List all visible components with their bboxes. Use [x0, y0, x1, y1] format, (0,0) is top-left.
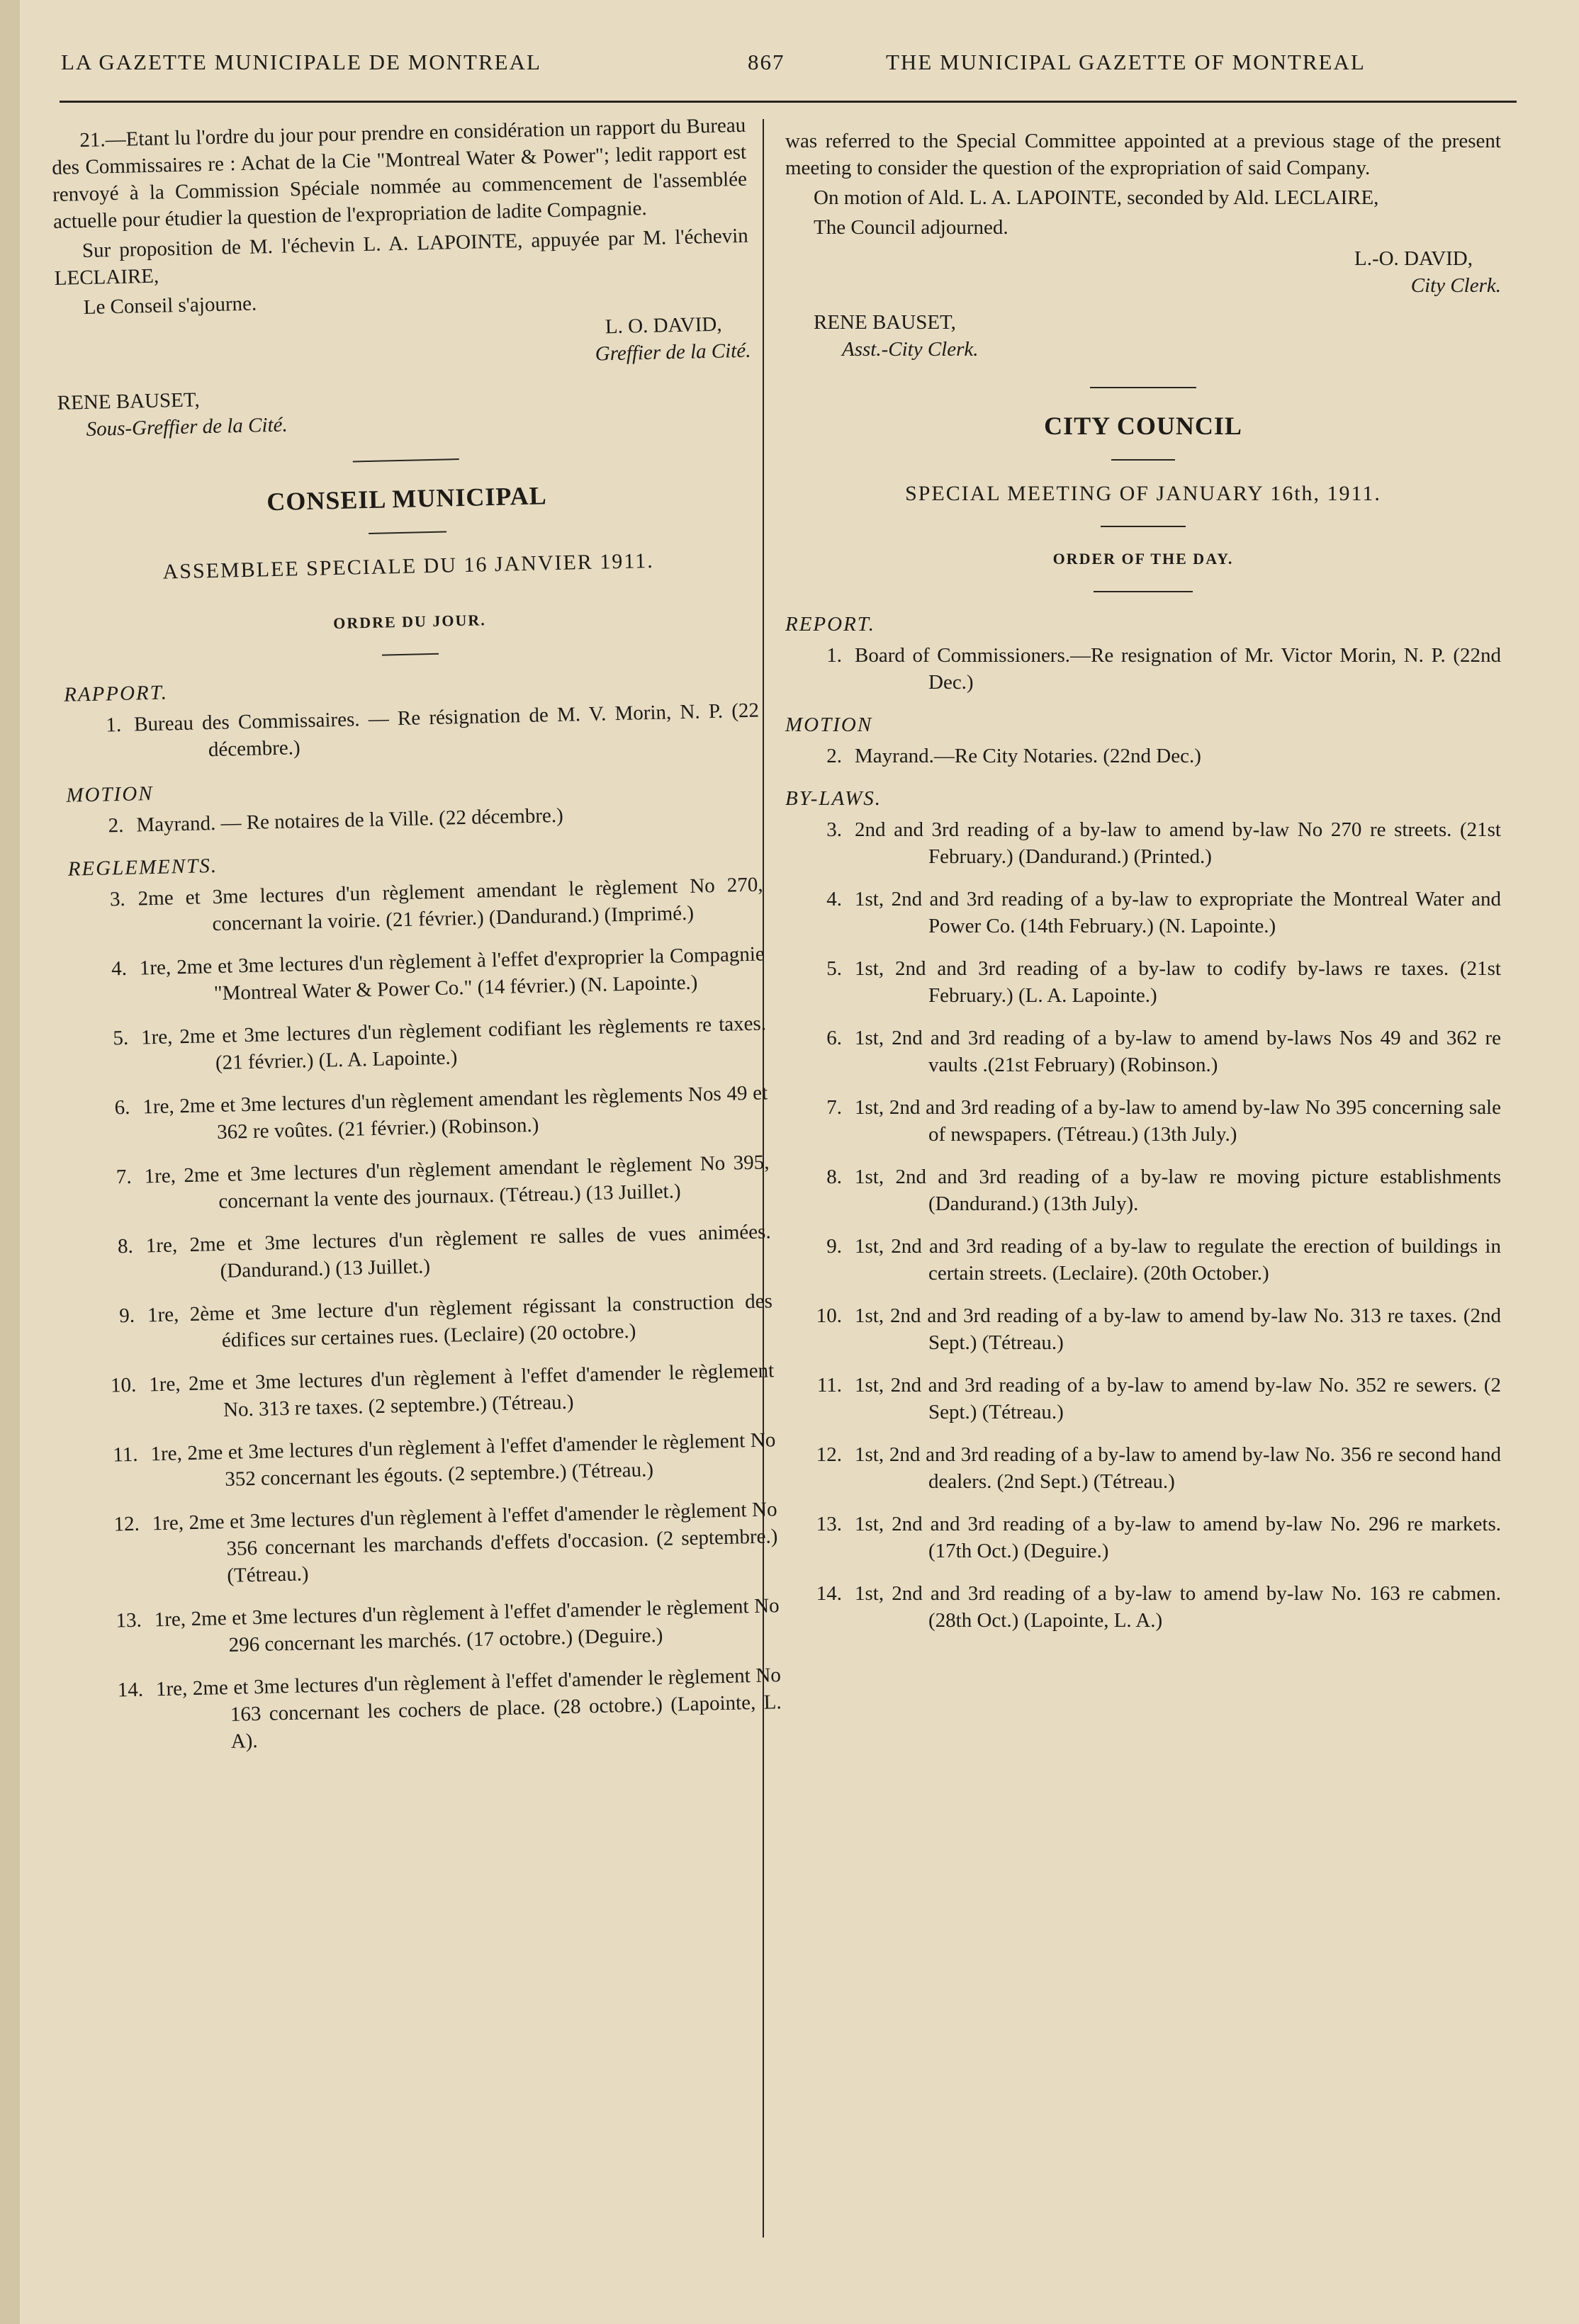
agenda-item: 7. 1st, 2nd and 3rd reading of a by-law to amend by-law No 395 concerning sale of newspapers. (Tétreau.) (13th July.) [826, 1096, 1501, 1146]
agenda-item: 8. 1st, 2nd and 3rd reading of a by-law re moving picture establishments (Dandurand.) (13th July). [826, 1166, 1501, 1215]
agenda-item: 6. 1st, 2nd and 3rd reading of a by-law to amend by-laws Nos 49 and 362 re vaults .(21st February) (Robinson.) [826, 1027, 1501, 1076]
english-adjourn: The Council adjourned. [814, 216, 1008, 239]
english-bylaws-section: BY-LAWS. [785, 787, 882, 810]
english-assistant-signature [785, 309, 1501, 363]
english-intro-paragraph: was referred to the Special Committee appointed at a previous stage of the present meeting to consider the question of the expropriation of said Company. [785, 130, 1501, 179]
agenda-item: 3. 2nd and 3rd reading of a by-law to amend by-law No 270 re streets. (21st February.) (Dandurand.) (Printed.) [826, 818, 1501, 868]
page-edge [0, 0, 20, 2324]
divider [353, 458, 459, 462]
english-motion-section: MOTION [785, 713, 873, 736]
header-english-title: THE MUNICIPAL GAZETTE OF MONTREAL [886, 50, 1366, 74]
agenda-item: 1. Bureau des Commissaires. — Re résignation de M. V. Morin, N. P. (22 décembre.) [106, 699, 760, 762]
agenda-item: 13. 1st, 2nd and 3rd reading of a by-law to amend by-law No. 296 re markets. (17th Oct.) (Deguire.) [816, 1513, 1501, 1562]
french-motion-paragraph: Sur proposition de M. l'échevin L. A. LAPOINTE, appuyée par M. l'échevin LECLAIRE, [54, 224, 749, 290]
agenda-item: 10. 1st, 2nd and 3rd reading of a by-law to amend by-law No. 313 re taxes. (2nd Sept.) (Tétreau.) [816, 1304, 1501, 1354]
french-assistant-signature [57, 374, 752, 444]
assistant-title: Sous-Greffier de la Cité. [86, 413, 288, 441]
agenda-item: 10. 1re, 2me et 3me lectures d'un règlement à l'effet d'amender le règlement No. 313 re taxes. (2 septembre.) (Tétreau.) [110, 1359, 775, 1421]
english-motion-paragraph: On motion of Ald. L. A. LAPOINTE, seconded by Ald. LECLAIRE, [814, 186, 1379, 209]
agenda-item: 5. 1st, 2nd and 3rd reading of a by-law to codify by-laws re taxes. (21st February.) (L. A. Lapointe.) [826, 957, 1501, 1007]
agenda-item: 11. 1re, 2me et 3me lectures d'un règlement à l'effet d'amender le règlement No 352 concernant les égouts. (2 septembre.) (Tétreau.) [112, 1428, 776, 1491]
divider [369, 531, 446, 534]
agenda-item: 12. 1re, 2me et 3me lectures d'un règlement à l'effet d'amender le règlement No 356 concernant les marchands d'effets d'occasion. (2 septembre.) (Tétreau.) [113, 1498, 778, 1587]
clerk-name: L. O. DAVID, [605, 312, 722, 339]
french-council-heading: CONSEIL MUNICIPAL [266, 481, 548, 517]
french-motion-section: MOTION [66, 782, 154, 807]
english-meeting-heading: SPECIAL MEETING OF JANUARY 16th, 1911. [905, 482, 1381, 505]
clerk-name: L.-O. DAVID, [1354, 247, 1473, 270]
header-rule [60, 101, 1517, 103]
clerk-title: City Clerk. [1410, 274, 1501, 297]
agenda-item: 7. 1re, 2me et 3me lectures d'un règlement amendant le règlement No 395, concernant la vente des journaux. (Tétreau.) (13 Juillet.) [116, 1151, 770, 1214]
page-number: 867 [748, 50, 785, 74]
agenda-item: 12. 1st, 2nd and 3rd reading of a by-law to amend by-law No. 356 re second hand dealers. (2nd Sept.) (Tétreau.) [816, 1443, 1501, 1493]
agenda-item: 1. Board of Commissioners.—Re resignation of Mr. Victor Morin, N. P. (22nd Dec.) [826, 644, 1501, 694]
clerk-title: Greffier de la Cité. [595, 339, 751, 366]
agenda-item: 6. 1re, 2me et 3me lectures d'un règlement amendant les règlements Nos 49 et 362 re voûtes. (21 février.) (Robinson.) [114, 1081, 768, 1144]
agenda-item: 13. 1re, 2me et 3me lectures d'un règlement à l'effet d'amender le règlement No 296 concernant les marchés. (17 octobre.) (Deguire.) [116, 1594, 780, 1657]
agenda-item: 14. 1re, 2me et 3me lectures d'un règlement à l'effet d'amender le règlement No 163 concernant les cochers de place. (28 octobre.) (Lapointe, L. A). [117, 1664, 782, 1753]
french-meeting-heading: ASSEMBLEE SPECIALE DU 16 JANVIER 1911. [162, 548, 655, 584]
assistant-name: RENE BAUSET, [814, 311, 956, 334]
french-report-section: RAPPORT. [63, 681, 169, 706]
divider [1111, 459, 1175, 461]
french-column [51, 112, 782, 1774]
french-order-heading: ORDRE DU JOUR. [332, 611, 487, 633]
agenda-item: 2. Mayrand.—Re City Notaries. (22nd Dec.) [826, 745, 1201, 767]
running-head [0, 50, 1579, 99]
divider [382, 653, 439, 656]
french-intro-paragraph: 21.—Etant lu l'ordre du jour pour prendre en considération un rapport du Bureau des Commissaires re : Achat de la Cie "Montreal Water & Power"; ledit rapport est renvoyé à la Commission Spéciale nommée au commencement de l'assemblée actuelle pour étudier la question de l'expropriation de ladite Compagnie. [51, 113, 748, 233]
agenda-item: 14. 1st, 2nd and 3rd reading of a by-law to amend by-law No. 163 re cabmen. (28th Oct.) (Lapointe, L. A.) [816, 1582, 1501, 1632]
english-column [785, 128, 1501, 1649]
assistant-title: Asst.-City Clerk. [842, 338, 979, 361]
agenda-item: 11. 1st, 2nd and 3rd reading of a by-law to amend by-law No. 352 re sewers. (2 Sept.) (Tétreau.) [816, 1374, 1501, 1423]
divider [1101, 526, 1186, 527]
agenda-item: 9. 1st, 2nd and 3rd reading of a by-law to regulate the erection of buildings in certain streets. (Leclaire). (20th October.) [826, 1235, 1501, 1285]
agenda-item: 4. 1st, 2nd and 3rd reading of a by-law to expropriate the Montreal Water and Power Co. (14th February.) (N. Lapointe.) [826, 888, 1501, 937]
french-bylaws-section: REGLEMENTS. [67, 854, 218, 881]
english-clerk-signature [785, 245, 1501, 299]
french-clerk-signature [55, 310, 751, 380]
agenda-item: 4. 1re, 2me et 3me lectures d'un règlement à l'effet d'exproprier la Compagnie "Montreal Water & Power Co." (14 février.) (N. Lapointe.) [111, 942, 765, 1005]
french-adjourn: Le Conseil s'ajourne. [83, 292, 257, 320]
agenda-item: 8. 1re, 2me et 3me lectures d'un règlement re salles de vues animées. (Dandurand.) (13 Juillet.) [117, 1220, 771, 1282]
agenda-item: 2. Mayrand. — Re notaires de la Ville. (22 décembre.) [108, 803, 564, 837]
divider [1094, 591, 1193, 592]
agenda-item: 9. 1re, 2ème et 3me lecture d'un règlement régissant la construction des édifices sur certaines rues. (Leclaire) (20 octobre.) [118, 1290, 773, 1352]
english-order-heading: ORDER OF THE DAY. [1052, 550, 1234, 568]
agenda-item: 5. 1re, 2me et 3me lectures d'un règlement codifiant les règlements re taxes. (21 février.) (L. A. Lapointe.) [113, 1012, 767, 1075]
assistant-name: RENE BAUSET, [57, 388, 200, 414]
divider [1090, 387, 1196, 388]
english-council-heading: CITY COUNCIL [1044, 412, 1242, 440]
agenda-item: 3. 2me et 3me lectures d'un règlement amendant le règlement No 270, concernant la voirie. (21 février.) (Dandurand.) (Imprimé.) [109, 873, 763, 936]
english-report-section: REPORT. [785, 613, 876, 636]
header-french-title: LA GAZETTE MUNICIPALE DE MONTREAL [61, 50, 541, 74]
